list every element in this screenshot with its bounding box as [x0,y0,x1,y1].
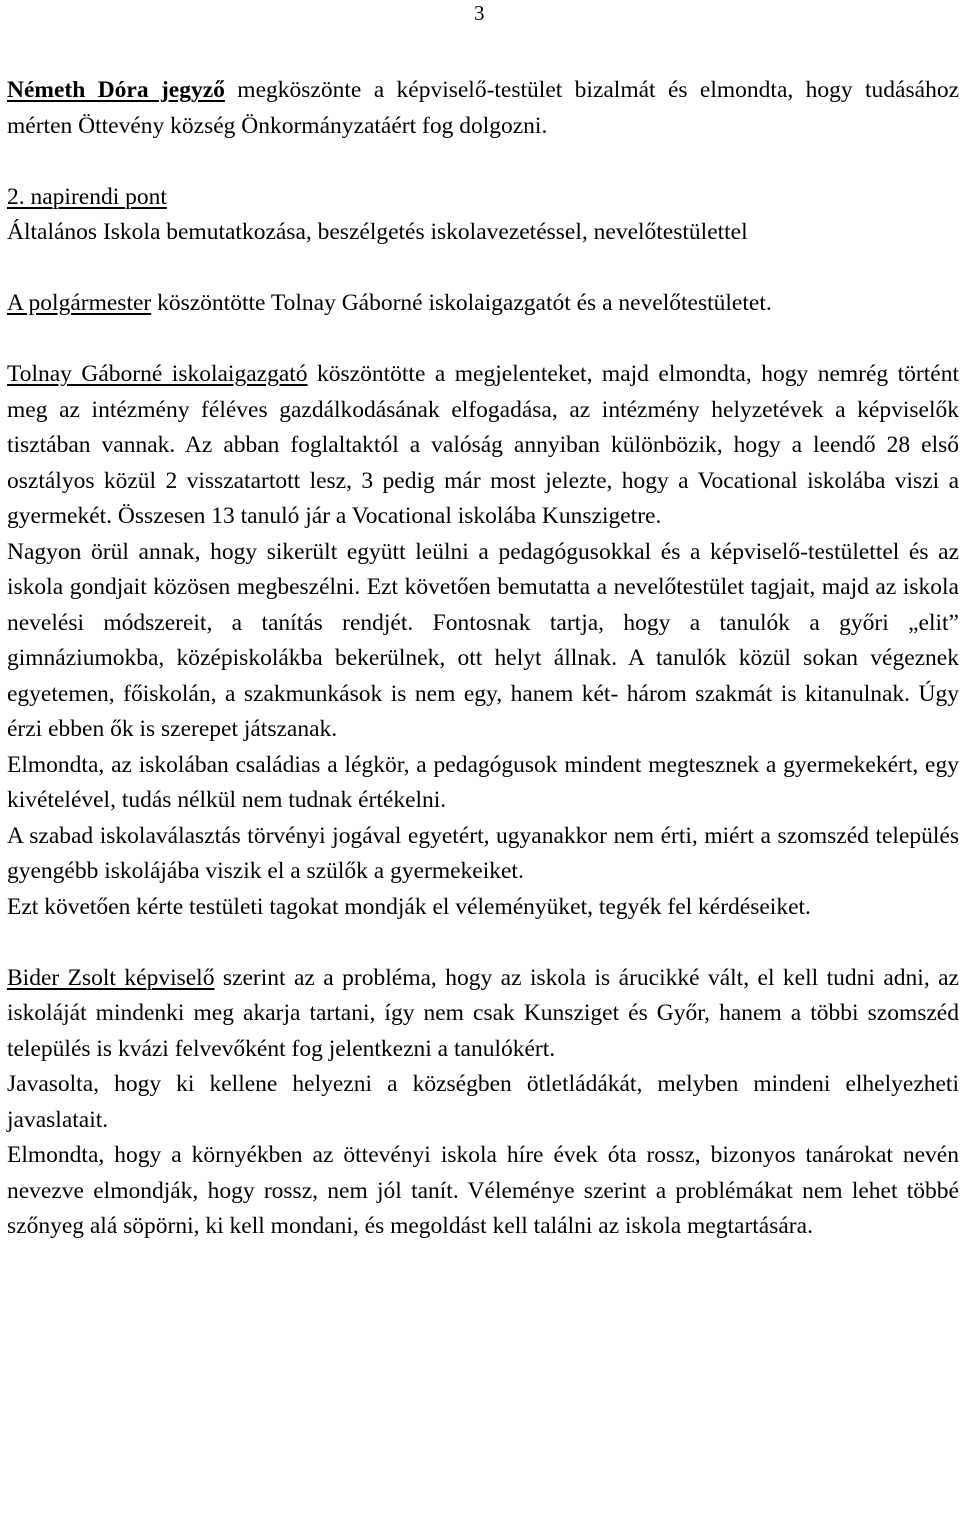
document-body [7,73,959,1245]
spacer [7,925,959,961]
agenda-item-number [7,180,959,216]
paragraph-text: megköszönte a képviselő-testület bizalmát és elmondta, hogy tudásához mérten Öttevény község Önkormányzatáért fog dolgozni. [7,77,959,139]
paragraph-mayor [7,286,959,322]
paragraph-representative-2: Javasolta, hogy ki kellene helyezni a községben ötletládákát, melyben mindeni elhelyezheti javaslatait. [7,1071,959,1133]
paragraph-text: szerint az a probléma, hogy az iskola is árucikké vált, el kell tudni adni, az iskoláját mindenki meg akarja tartani, így nem csak Kunsziget és Győr, hanem a többi szomszéd település is kvázi felvevőként fog jelentkezni a tanulókért. [7,964,959,1062]
agenda-item-title: Általános Iskola bemutatkozása, beszélgetés iskolavezetéssel, nevelőtestülettel [7,219,748,245]
paragraph-representative-3: Elmondta, hogy a környékben az öttevényi iskola híre évek óta rossz, bizonyos tanárokat nevén nevezve elmondják, hogy rossz, nem jól tanít. Véleménye szerint a problémákat nem lehet többé szőnyeg alá söpörni, ki kell mondani, és megoldást kell találni az iskola megtartására. [7,1142,959,1239]
paragraph-principal-5: Ezt követően kérte testületi tagokat mondják el véleményüket, tegyék fel kérdéseiket. [7,893,811,920]
paragraph-principal-2: Nagyon örül annak, hogy sikerült együtt leülni a pedagógusokkal és a képviselő-testülettel és az iskola gondjait közösen megbeszélni. Ezt követően bemutatta a nevelőtestület tagjait, majd az iskola nevelési módszereit, a tanítás rendjét. Fontosnak tartja, hogy a tanulók a győri „elit” gimnáziumokba, középiskolákba bekerülnek, ott helyt állnak. A tanulók közül sokan végeznek egyetemen, főiskolán, a szakmunkások is nem egy, hanem két- három szakmát is kitanulnak. Úgy érzi ebben ők is szerepet játszanak. [7,538,959,742]
paragraph-principal-4: A szabad iskolaválasztás törvényi jogával egyetért, ugyanakkor nem érti, miért a szomszéd település gyengébb iskolájába viszik el a szülők a gyermekeiket. [7,822,959,884]
spacer [7,251,959,287]
paragraph-principal [7,357,959,535]
paragraph-notary [7,73,959,144]
speaker-principal: Tolnay Gáborné iskolaigazgató [7,361,308,387]
agenda-number: 2. napirendi pont [7,183,167,210]
spacer [7,322,959,358]
speaker-mayor: A polgármester [7,290,152,316]
paragraph-text: köszöntötte Tolnay Gáborné iskolaigazgatót és a nevelőtestületet. [151,290,772,316]
paragraph-principal-3: Elmondta, az iskolában családias a légkör, a pedagógusok mindent megtesznek a gyermekekért, egy kivételével, tudás nélkül nem tudnak értékelni. [7,751,959,813]
spacer [7,144,959,180]
speaker-notary: Németh Dóra jegyző [7,77,225,103]
speaker-representative: Bider Zsolt képviselő [7,964,215,991]
paragraph-representative [7,961,959,1068]
paragraph-text: köszöntötte a megjelenteket, majd elmondta, hogy nemrég történt meg az intézmény féléves gazdálkodásának elfogadása, az intézmény helyzetévek a képviselők tisztában vannak. Az abban foglaltaktól a valóság annyiban különbözik, hogy a leendő 28 első osztályos közül 2 visszatartott lesz, 3 pedig már most jelezte, hogy a Vocational iskolába viszi a gyermekét. Összesen 13 tanuló jár a Vocational iskolába Kunszigetre. [7,361,959,529]
page-number: 3 [474,1,485,25]
